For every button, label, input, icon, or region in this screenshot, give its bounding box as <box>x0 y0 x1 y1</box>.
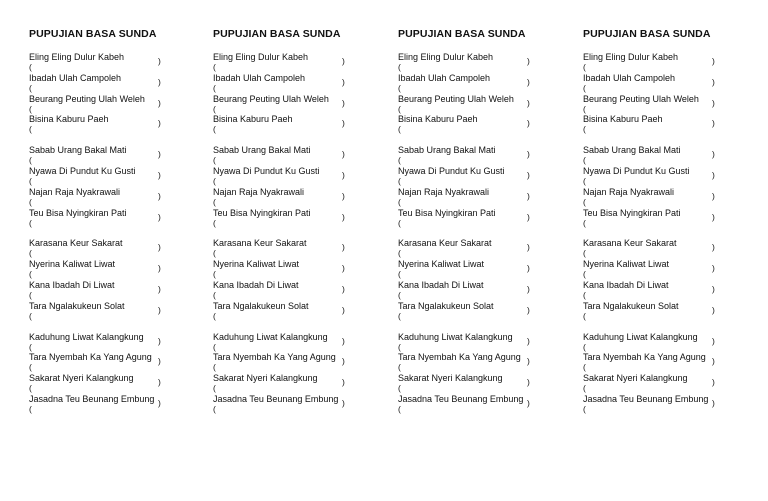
answer-blank-close: ) <box>712 356 715 367</box>
lyric-text: Nyerina Kaliwat Liwat <box>29 259 116 270</box>
stanza <box>583 238 723 321</box>
answer-blank-open: ( <box>583 103 586 114</box>
answer-blank-close: ) <box>158 242 161 253</box>
answer-blank-close: ) <box>527 377 530 388</box>
answer-blank-open: ( <box>583 362 586 373</box>
answer-blank-close: ) <box>712 76 715 87</box>
answer-blank-close: ) <box>158 304 161 315</box>
answer-blank-open: ( <box>29 248 32 259</box>
answer-blank-close: ) <box>158 118 161 129</box>
lyric-text: Karasana Keur Sakarat <box>213 238 307 249</box>
answer-blank-open: ( <box>583 269 586 280</box>
lyric-text: Kaduhung Liwat Kalangkung <box>29 331 144 342</box>
answer-blank-close: ) <box>158 377 161 388</box>
answer-blank-close: ) <box>342 377 345 388</box>
answer-blank-close: ) <box>342 76 345 87</box>
lyric-text: Tara Ngalakukeun Solat <box>398 300 494 311</box>
answer-blank-close: ) <box>712 263 715 274</box>
lyric-text: Teu Bisa Nyingkiran Pati <box>29 207 127 218</box>
lyric-text: Teu Bisa Nyingkiran Pati <box>583 207 681 218</box>
lyric-text: Teu Bisa Nyingkiran Pati <box>213 207 311 218</box>
verse-line <box>398 373 538 394</box>
answer-blank-open: ( <box>213 310 216 321</box>
answer-blank-close: ) <box>158 190 161 201</box>
verse-line <box>398 394 538 415</box>
lyric-text: Beurang Peuting Ulah Weleh <box>583 93 699 104</box>
verse-line <box>29 301 169 322</box>
answer-blank-close: ) <box>712 335 715 346</box>
answer-blank-open: ( <box>213 383 216 394</box>
answer-blank-close: ) <box>527 97 530 108</box>
verse-line <box>583 187 723 208</box>
answer-blank-open: ( <box>398 155 401 166</box>
answer-blank-open: ( <box>398 248 401 259</box>
answer-blank-close: ) <box>527 76 530 87</box>
lyric-text: Beurang Peuting Ulah Weleh <box>213 93 329 104</box>
answer-blank-open: ( <box>583 310 586 321</box>
answer-blank-open: ( <box>213 155 216 166</box>
verse-line <box>29 394 169 415</box>
verse-line <box>583 280 723 301</box>
answer-blank-close: ) <box>342 263 345 274</box>
answer-blank-close: ) <box>527 118 530 129</box>
answer-blank-open: ( <box>29 289 32 300</box>
stanza <box>29 145 169 228</box>
answer-blank-open: ( <box>583 341 586 352</box>
verse-line <box>398 166 538 187</box>
answer-blank-close: ) <box>342 397 345 408</box>
lyric-text: Karasana Keur Sakarat <box>398 238 492 249</box>
verse-line <box>583 166 723 187</box>
answer-blank-open: ( <box>583 289 586 300</box>
stanza <box>583 332 723 415</box>
lyric-text: Kaduhung Liwat Kalangkung <box>583 331 698 342</box>
lyric-text: Eling Eling Dulur Kabeh <box>583 52 679 62</box>
verse-line <box>29 238 169 259</box>
answer-blank-open: ( <box>29 217 32 228</box>
answer-blank-close: ) <box>527 242 530 253</box>
lyric-text: Nyawa Di Pundut Ku Gusti <box>29 165 136 176</box>
answer-blank-open: ( <box>213 82 216 93</box>
verse-line <box>29 73 169 94</box>
answer-blank-open: ( <box>398 383 401 394</box>
lyric-text: Tara Ngalakukeun Solat <box>583 300 679 311</box>
verse-line <box>29 332 169 353</box>
answer-blank-close: ) <box>527 335 530 346</box>
answer-blank-close: ) <box>342 283 345 294</box>
lyric-text: Eling Eling Dulur Kabeh <box>29 52 125 62</box>
verse-line <box>29 187 169 208</box>
answer-blank-close: ) <box>342 169 345 180</box>
lyric-text: Sakarat Nyeri Kalangkung <box>398 373 503 384</box>
verse-line <box>398 52 538 73</box>
verse-line <box>398 94 538 115</box>
answer-blank-open: ( <box>213 403 216 414</box>
verse-line <box>29 94 169 115</box>
answer-blank-close: ) <box>527 283 530 294</box>
answer-blank-open: ( <box>29 310 32 321</box>
answer-blank-close: ) <box>712 211 715 222</box>
verse-line <box>29 259 169 280</box>
lyric-text: Kana Ibadah Di Liwat <box>398 279 484 290</box>
lyric-text: Nyerina Kaliwat Liwat <box>583 259 670 270</box>
answer-blank-open: ( <box>29 341 32 352</box>
verse-line <box>398 332 538 353</box>
stanza <box>29 332 169 415</box>
verse-line <box>29 114 169 135</box>
verse-line <box>583 238 723 259</box>
answer-blank-close: ) <box>712 169 715 180</box>
verse-line <box>213 166 353 187</box>
verse-line <box>213 73 353 94</box>
answer-blank-close: ) <box>527 169 530 180</box>
answer-blank-close: ) <box>527 190 530 201</box>
answer-blank-open: ( <box>583 175 586 186</box>
answer-blank-close: ) <box>527 211 530 222</box>
answer-blank-open: ( <box>29 175 32 186</box>
lyric-text: Sabab Urang Bakal Mati <box>213 145 311 156</box>
lyric-text: Beurang Peuting Ulah Weleh <box>29 93 145 104</box>
answer-blank-open: ( <box>29 383 32 394</box>
stanza <box>583 145 723 228</box>
lyric-text: Eling Eling Dulur Kabeh <box>398 52 494 62</box>
lyric-text: Nyawa Di Pundut Ku Gusti <box>213 165 320 176</box>
answer-blank-open: ( <box>398 310 401 321</box>
verse-line <box>213 301 353 322</box>
answer-blank-open: ( <box>583 248 586 259</box>
lyric-text: Najan Raja Nyakrawali <box>213 186 305 197</box>
verse-line <box>583 394 723 415</box>
answer-blank-close: ) <box>342 118 345 129</box>
answer-blank-open: ( <box>213 175 216 186</box>
answer-blank-close: ) <box>342 97 345 108</box>
answer-blank-open: ( <box>583 62 586 72</box>
stanza <box>29 52 169 135</box>
answer-blank-open: ( <box>398 217 401 228</box>
lyric-text: Jasadna Teu Beunang Embung <box>213 393 339 404</box>
answer-blank-open: ( <box>398 175 401 186</box>
stanza <box>213 332 353 415</box>
verse-line <box>583 332 723 353</box>
lyric-text: Jasadna Teu Beunang Embung <box>398 393 524 404</box>
lyric-text: Kana Ibadah Di Liwat <box>583 279 669 290</box>
lyric-text: Sakarat Nyeri Kalangkung <box>29 373 134 384</box>
lyric-text: Bisina Kaburu Paeh <box>398 114 478 125</box>
verse-line <box>583 73 723 94</box>
answer-blank-open: ( <box>29 196 32 207</box>
answer-blank-open: ( <box>583 124 586 135</box>
lyric-text: Ibadah Ulah Campoleh <box>213 72 306 83</box>
answer-blank-open: ( <box>29 269 32 280</box>
verse-line <box>398 208 538 229</box>
answer-blank-open: ( <box>213 269 216 280</box>
answer-blank-open: ( <box>29 124 32 135</box>
answer-blank-close: ) <box>158 56 161 66</box>
verse-line <box>29 373 169 394</box>
lyric-text: Beurang Peuting Ulah Weleh <box>398 93 514 104</box>
verse-line <box>583 301 723 322</box>
verse-line <box>213 238 353 259</box>
answer-blank-close: ) <box>342 335 345 346</box>
answer-blank-open: ( <box>213 196 216 207</box>
lyric-text: Nyerina Kaliwat Liwat <box>213 259 300 270</box>
verse-line <box>583 114 723 135</box>
lyric-text: Tara Nyembah Ka Yang Agung <box>29 352 152 363</box>
answer-blank-close: ) <box>158 169 161 180</box>
lyric-text: Sabab Urang Bakal Mati <box>29 145 127 156</box>
lyrics-column <box>583 27 723 425</box>
answer-blank-close: ) <box>342 356 345 367</box>
answer-blank-close: ) <box>712 283 715 294</box>
verse-line <box>583 373 723 394</box>
answer-blank-open: ( <box>29 103 32 114</box>
answer-blank-close: ) <box>342 149 345 160</box>
answer-blank-open: ( <box>213 248 216 259</box>
answer-blank-open: ( <box>213 217 216 228</box>
verse-line <box>213 352 353 373</box>
stanza <box>398 332 538 415</box>
verse-line <box>213 259 353 280</box>
answer-blank-open: ( <box>29 155 32 166</box>
lyric-text: Tara Nyembah Ka Yang Agung <box>398 352 521 363</box>
answer-blank-close: ) <box>712 377 715 388</box>
lyric-text: Kana Ibadah Di Liwat <box>213 279 299 290</box>
lyric-text: Najan Raja Nyakrawali <box>398 186 490 197</box>
answer-blank-open: ( <box>398 82 401 93</box>
stanza <box>398 52 538 135</box>
verse-line <box>583 94 723 115</box>
stanza <box>398 238 538 321</box>
answer-blank-close: ) <box>712 397 715 408</box>
answer-blank-open: ( <box>583 196 586 207</box>
lyric-text: Nyawa Di Pundut Ku Gusti <box>583 165 690 176</box>
lyric-text: Nyawa Di Pundut Ku Gusti <box>398 165 505 176</box>
answer-blank-open: ( <box>398 341 401 352</box>
answer-blank-close: ) <box>712 97 715 108</box>
lyrics-column <box>213 27 353 425</box>
answer-blank-open: ( <box>213 289 216 300</box>
answer-blank-open: ( <box>398 269 401 280</box>
verse-line <box>583 52 723 73</box>
verse-line <box>398 73 538 94</box>
answer-blank-close: ) <box>527 263 530 274</box>
lyric-text: Bisina Kaburu Paeh <box>29 114 109 125</box>
answer-blank-open: ( <box>29 82 32 93</box>
column-title: PUPUJIAN BASA SUNDA <box>398 28 526 40</box>
lyric-text: Karasana Keur Sakarat <box>583 238 677 249</box>
answer-blank-close: ) <box>527 304 530 315</box>
verse-line <box>398 187 538 208</box>
answer-blank-close: ) <box>527 56 530 66</box>
verse-line <box>29 208 169 229</box>
lyric-text: Karasana Keur Sakarat <box>29 238 123 249</box>
answer-blank-close: ) <box>342 242 345 253</box>
answer-blank-open: ( <box>213 103 216 114</box>
lyric-text: Ibadah Ulah Campoleh <box>583 72 676 83</box>
answer-blank-open: ( <box>583 155 586 166</box>
lyrics-column <box>29 27 169 425</box>
answer-blank-open: ( <box>398 62 401 72</box>
answer-blank-close: ) <box>712 304 715 315</box>
answer-blank-open: ( <box>213 362 216 373</box>
verse-line <box>213 94 353 115</box>
verse-line <box>213 373 353 394</box>
verse-line <box>29 280 169 301</box>
stanza <box>213 145 353 228</box>
answer-blank-close: ) <box>158 263 161 274</box>
lyric-text: Nyerina Kaliwat Liwat <box>398 259 485 270</box>
answer-blank-open: ( <box>583 403 586 414</box>
lyric-text: Bisina Kaburu Paeh <box>583 114 663 125</box>
lyric-text: Jasadna Teu Beunang Embung <box>583 393 709 404</box>
lyric-text: Sakarat Nyeri Kalangkung <box>213 373 318 384</box>
lyric-text: Tara Nyembah Ka Yang Agung <box>213 352 336 363</box>
verse-line <box>398 145 538 166</box>
answer-blank-open: ( <box>398 196 401 207</box>
answer-blank-open: ( <box>583 217 586 228</box>
verse-line <box>213 280 353 301</box>
verse-line <box>583 259 723 280</box>
answer-blank-open: ( <box>583 82 586 93</box>
verse-line <box>213 394 353 415</box>
verse-line <box>213 208 353 229</box>
lyric-text: Tara Nyembah Ka Yang Agung <box>583 352 706 363</box>
verse-line <box>398 301 538 322</box>
answer-blank-close: ) <box>158 211 161 222</box>
lyric-text: Najan Raja Nyakrawali <box>29 186 121 197</box>
verse-line <box>29 166 169 187</box>
lyric-text: Teu Bisa Nyingkiran Pati <box>398 207 496 218</box>
verse-line <box>398 280 538 301</box>
answer-blank-close: ) <box>342 304 345 315</box>
lyric-text: Eling Eling Dulur Kabeh <box>213 52 309 62</box>
answer-blank-close: ) <box>342 190 345 201</box>
verse-line <box>583 352 723 373</box>
answer-blank-open: ( <box>29 362 32 373</box>
lyric-text: Bisina Kaburu Paeh <box>213 114 293 125</box>
answer-blank-open: ( <box>398 362 401 373</box>
lyrics-column <box>398 27 538 425</box>
verse-line <box>29 52 169 73</box>
verse-line <box>29 352 169 373</box>
verse-line <box>398 259 538 280</box>
stanza <box>213 52 353 135</box>
column-title: PUPUJIAN BASA SUNDA <box>213 28 341 40</box>
answer-blank-close: ) <box>712 149 715 160</box>
answer-blank-close: ) <box>527 149 530 160</box>
stanza <box>583 52 723 135</box>
verse-line <box>213 52 353 73</box>
answer-blank-close: ) <box>712 190 715 201</box>
answer-blank-close: ) <box>712 242 715 253</box>
verse-line <box>398 114 538 135</box>
verse-line <box>398 238 538 259</box>
verse-line <box>213 145 353 166</box>
verse-line <box>583 145 723 166</box>
answer-blank-close: ) <box>712 118 715 129</box>
lyric-text: Sabab Urang Bakal Mati <box>398 145 496 156</box>
lyric-text: Kaduhung Liwat Kalangkung <box>398 331 513 342</box>
answer-blank-close: ) <box>158 335 161 346</box>
verse-line <box>29 145 169 166</box>
answer-blank-open: ( <box>398 289 401 300</box>
verse-line <box>398 352 538 373</box>
answer-blank-open: ( <box>29 62 32 72</box>
answer-blank-close: ) <box>342 56 345 66</box>
lyric-text: Kana Ibadah Di Liwat <box>29 279 115 290</box>
lyric-text: Tara Ngalakukeun Solat <box>213 300 309 311</box>
lyric-text: Sakarat Nyeri Kalangkung <box>583 373 688 384</box>
lyric-text: Tara Ngalakukeun Solat <box>29 300 125 311</box>
verse-line <box>583 208 723 229</box>
verse-line <box>213 187 353 208</box>
verse-line <box>213 332 353 353</box>
answer-blank-open: ( <box>398 124 401 135</box>
answer-blank-close: ) <box>158 397 161 408</box>
answer-blank-close: ) <box>158 76 161 87</box>
stanza <box>29 238 169 321</box>
answer-blank-open: ( <box>213 124 216 135</box>
stanza <box>398 145 538 228</box>
lyric-text: Sabab Urang Bakal Mati <box>583 145 681 156</box>
answer-blank-close: ) <box>158 97 161 108</box>
column-title: PUPUJIAN BASA SUNDA <box>583 28 711 40</box>
answer-blank-open: ( <box>583 383 586 394</box>
lyric-text: Ibadah Ulah Campoleh <box>29 72 122 83</box>
lyric-text: Jasadna Teu Beunang Embung <box>29 393 155 404</box>
answer-blank-close: ) <box>342 211 345 222</box>
answer-blank-open: ( <box>398 103 401 114</box>
answer-blank-close: ) <box>158 283 161 294</box>
answer-blank-open: ( <box>29 403 32 414</box>
answer-blank-open: ( <box>213 62 216 72</box>
answer-blank-close: ) <box>527 397 530 408</box>
answer-blank-close: ) <box>527 356 530 367</box>
answer-blank-close: ) <box>158 356 161 367</box>
lyric-text: Kaduhung Liwat Kalangkung <box>213 331 328 342</box>
stanza <box>213 238 353 321</box>
lyric-text: Najan Raja Nyakrawali <box>583 186 675 197</box>
verse-line <box>213 114 353 135</box>
answer-blank-close: ) <box>712 56 715 66</box>
column-title: PUPUJIAN BASA SUNDA <box>29 28 157 40</box>
answer-blank-close: ) <box>158 149 161 160</box>
answer-blank-open: ( <box>398 403 401 414</box>
answer-blank-open: ( <box>213 341 216 352</box>
lyric-text: Ibadah Ulah Campoleh <box>398 72 491 83</box>
